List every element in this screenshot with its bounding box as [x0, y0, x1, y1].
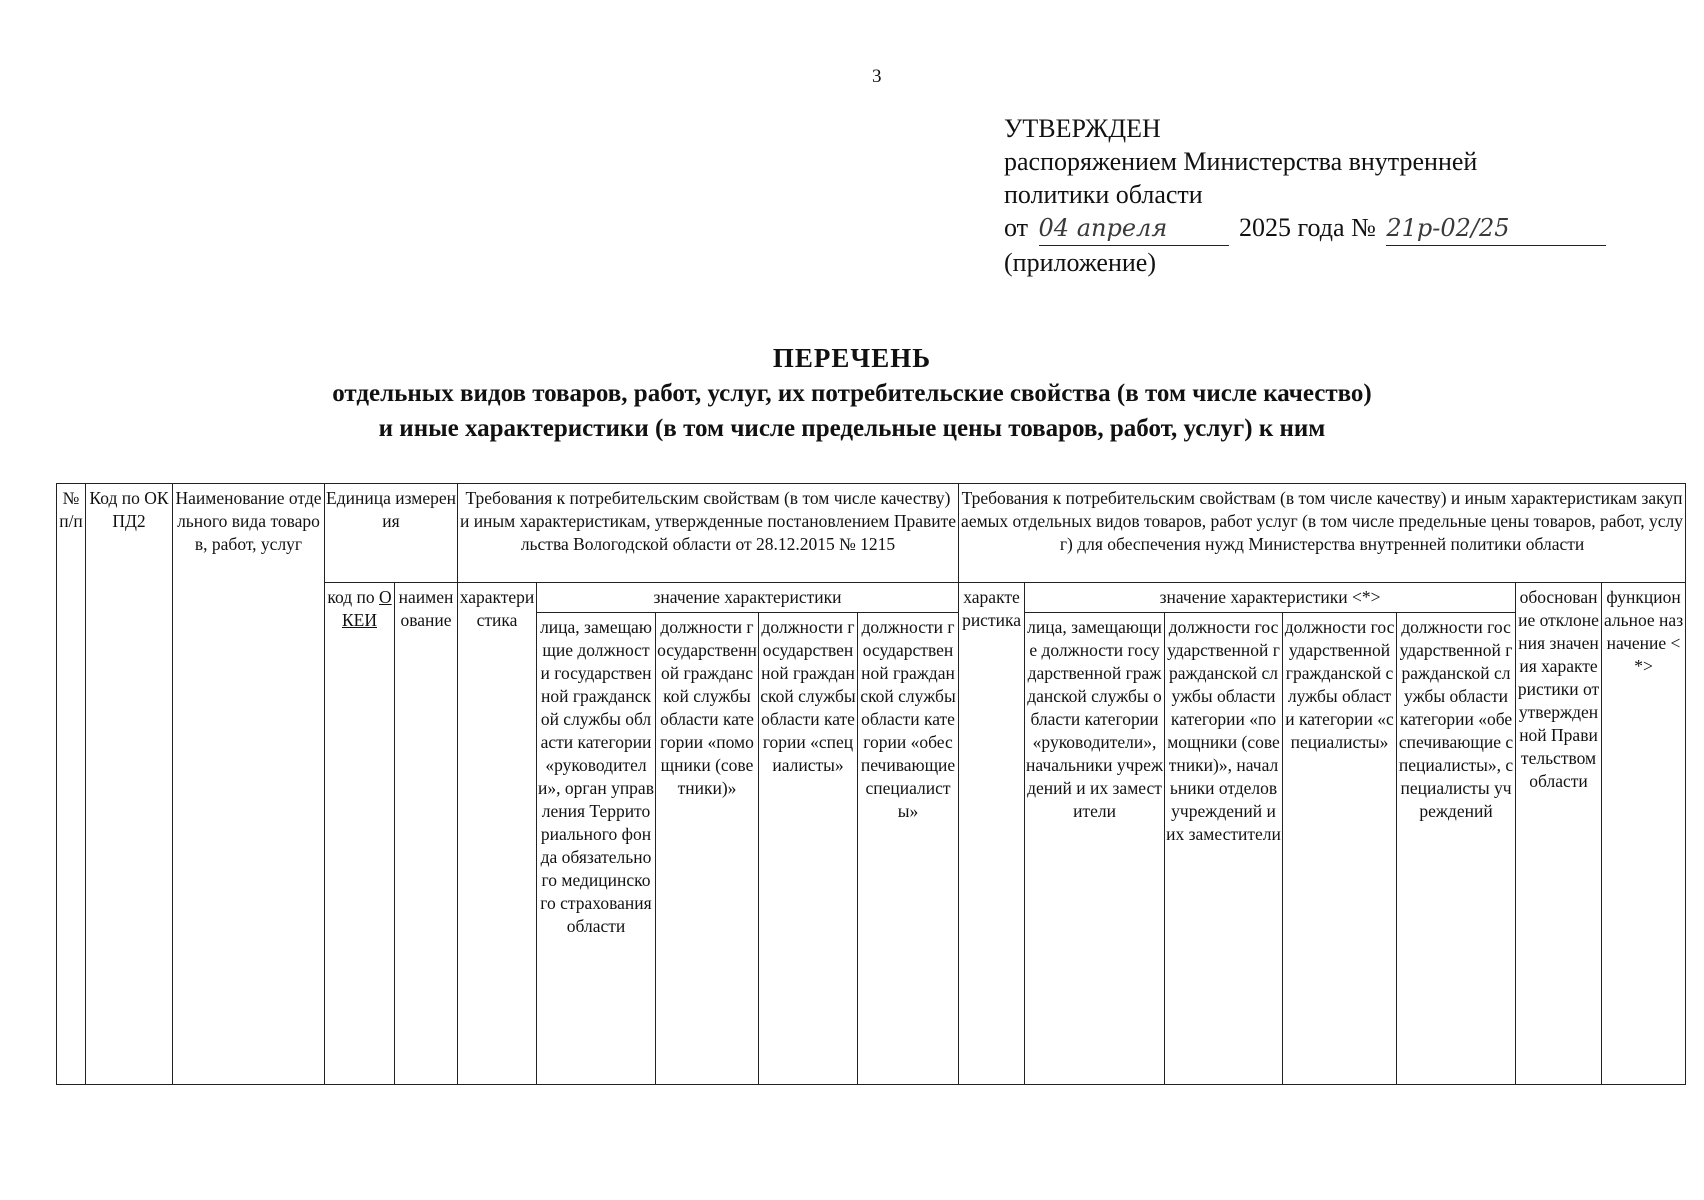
- number-field: [1386, 211, 1606, 246]
- header-min-characteristic: характеристика: [959, 583, 1025, 1085]
- approval-line-order: распоряжением Министерства внутренней: [1004, 147, 1478, 176]
- gov-value-assistants: должности государственной гражданской службы области категории «помощники (советники)»: [656, 613, 759, 1085]
- header-unit-name: наименование: [395, 583, 458, 1085]
- year-label: 2025 года №: [1239, 213, 1376, 242]
- header-min-value: значение характеристики <*>: [1025, 583, 1516, 613]
- header-okpd2-code: Код по ОКПД2: [86, 484, 173, 1085]
- approval-date-line: [1004, 211, 1606, 246]
- requirements-table: [56, 483, 1686, 1085]
- header-item-name: Наименование отдельного вида товаров, работ, услуг: [173, 484, 325, 1085]
- header-unit-of-measure: Единица измерения: [325, 484, 458, 583]
- date-prefix: от: [1004, 213, 1029, 242]
- header-gov-value: значение характеристики: [537, 583, 959, 613]
- header-function: функциональное назначение <*>: [1602, 583, 1686, 1085]
- header-government-requirements: Требования к потребительским свойствам (в том числе качеству) и иным характеристикам, утвержденные постановлением Правительства Вологодской области от 28.12.2015 № 1215: [458, 484, 959, 583]
- approval-stamp-block: [1004, 112, 1606, 279]
- gov-value-leaders: лица, замещающие должности государственной гражданской службы области категории «руководители», орган управления Территориального фонда обязательного медицинского страхования области: [537, 613, 656, 1085]
- page-number: 3: [872, 66, 882, 87]
- min-value-leaders: лица, замещающие должности государственной гражданской службы области категории «руководители», начальники учреждений и их заместители: [1025, 613, 1165, 1085]
- document-title-block: [0, 340, 1704, 446]
- header-ministry-requirements: Требования к потребительским свойствам (в том числе качеству) и иным характеристикам закупаемых отдельных видов товаров, работ услуг (в том числе предельные цены товаров, работ, услуг) для обеспечения нужд Министерства внутренней политики области: [959, 484, 1686, 583]
- document-subtitle-1: отдельных видов товаров, работ, услуг, их потребительские свойства (в том числе качество): [332, 380, 1372, 407]
- gov-value-support-specialists: должности государственной гражданской службы области категории «обеспечивающие специалисты»: [858, 613, 959, 1085]
- document-title: ПЕРЕЧЕНЬ: [772, 343, 932, 373]
- min-value-specialists: должности государственной гражданской службы области категории «специалисты»: [1283, 613, 1397, 1085]
- gov-value-specialists: должности государственной гражданской службы области категории «специалисты»: [759, 613, 858, 1085]
- min-value-support-specialists: должности государственной гражданской службы области категории «обеспечивающие специалисты», специалисты учреждений: [1397, 613, 1516, 1085]
- date-field: [1039, 211, 1229, 246]
- handwritten-number: 21р-02/25: [1386, 214, 1510, 242]
- okei-link[interactable]: ОКЕИ: [342, 587, 392, 630]
- okei-prefix: код по: [327, 587, 375, 607]
- header-gov-characteristic: характеристика: [458, 583, 537, 1085]
- header-justification: обоснование отклонения значения характеристики от утвержденной Правительством области: [1516, 583, 1602, 1085]
- header-number: № п/п: [57, 484, 86, 1085]
- document-subtitle-2: и иные характеристики (в том числе предельные цены товаров, работ, услуг) к ним: [378, 415, 1326, 442]
- handwritten-date: 04 апреля: [1038, 214, 1168, 242]
- approval-appendix-label: (приложение): [1004, 248, 1157, 277]
- approval-line-ministry: политики области: [1004, 180, 1203, 209]
- approval-title: УТВЕРЖДЕН: [1004, 114, 1161, 143]
- header-okei-code: [325, 583, 395, 1085]
- min-value-assistants: должности государственной гражданской службы области категории «помощники (советники)», начальники отделов учреждений и их заместители: [1165, 613, 1283, 1085]
